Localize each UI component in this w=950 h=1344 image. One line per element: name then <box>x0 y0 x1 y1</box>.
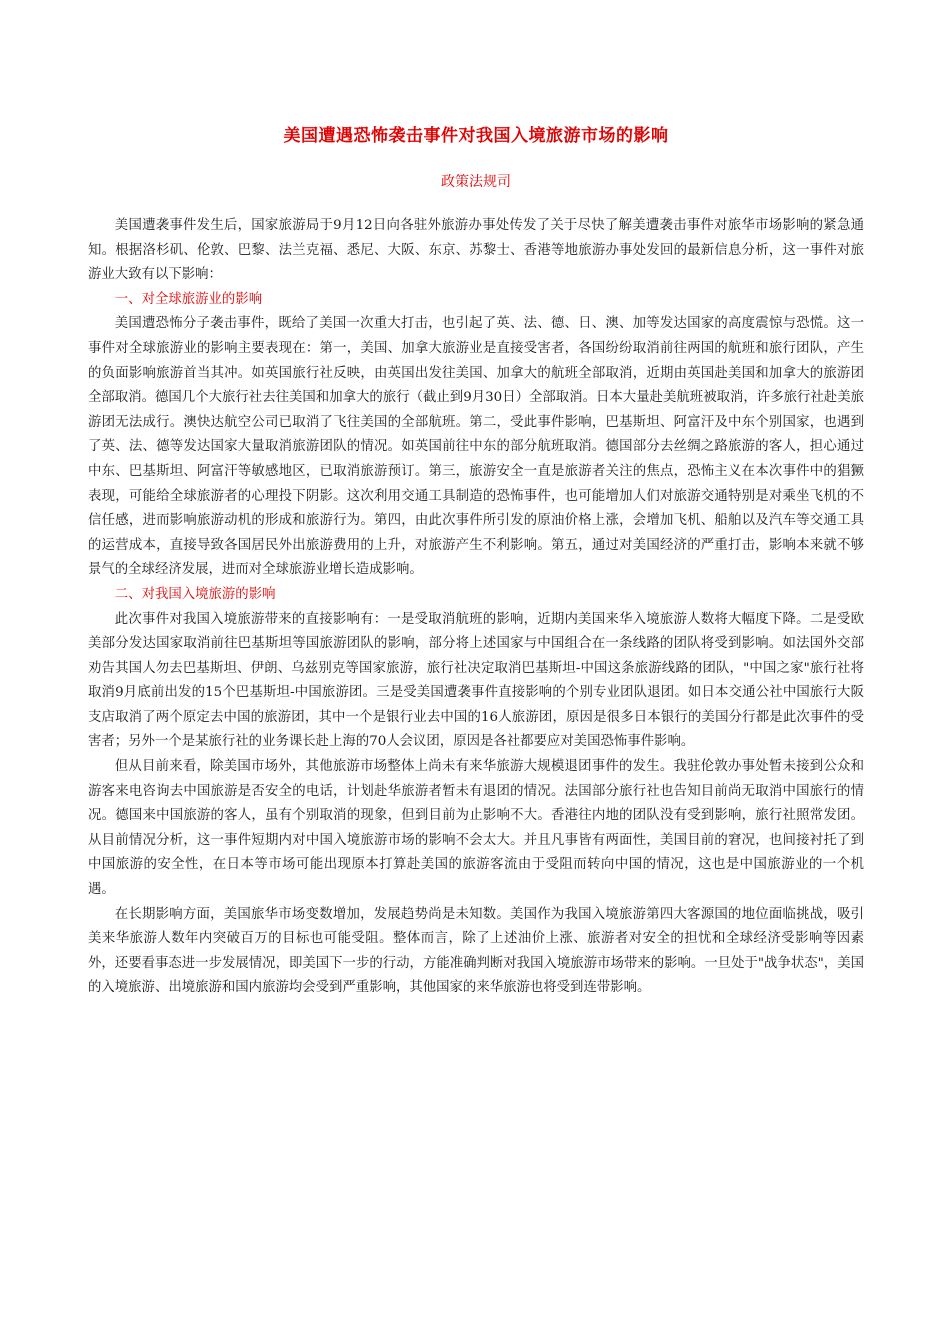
document-title: 美国遭遇恐怖袭击事件对我国入境旅游市场的影响 <box>283 126 669 146</box>
section-paragraph-global: 美国遭恐怖分子袭击事件，既给了美国一次重大打击，也引起了英、法、德、日、澳、加等发达国家的高度震惊与恐慌。这一事件对全球旅游业的影响主要表现在：第一，美国、加拿大旅游业是直接受害者，各国纷纷取消前往两国的航班和旅行团队，产生的负面影响旅游首当其冲。如英国旅行社反映，由英国出发往美国、加拿大的航班全部取消，近期由英国赴美国和加拿大的旅游团全部取消。德国几个大旅行社去往美国和加拿大的旅行（截止到9月30日）全部取消。日本大量赴美航班被取消，许多旅行社赴美旅游团无法成行。澳快达航空公司已取消了飞往美国的全部航班。第二，受此事件影响，巴基斯坦、阿富汗及中东个别国家，也遇到了英、法、德等发达国家大量取消旅游团队的情况。如英国前往中东的部分航班取消。德国部分去丝绸之路旅游的客人，担心通过中东、巴基斯坦、阿富汗等敏感地区，已取消旅游预订。第三，旅游安全一直是旅游者关注的焦点，恐怖主义在本次事件中的猖獗表现，可能给全球旅游者的心理投下阴影。这次利用交通工具制造的恐怖事件，也可能增加人们对旅游交通特别是对乘坐飞机的不信任感，进而影响旅游动机的形成和旅游行为。第四，由此次事件所引发的原油价格上涨，会增加飞机、船舶以及汽车等交通工具的运营成本，直接导致各国居民外出旅游费用的上升，对旅游产生不利影响。第五，通过对美国经济的严重打击，影响本来就不够景气的全球经济发展，进而对全球旅游业增长造成影响。 <box>88 316 864 578</box>
section-paragraph-inbound-direct: 此次事件对我国入境旅游带来的直接影响有：一是受取消航班的影响，近期内美国来华入境旅游人数将大幅度下降。二是受欧美部分发达国家取消前往巴基斯坦等国旅游团队的影响，部分将上述国家与中国组合在一条线路的团队将受到影响。如法国外交部劝告其国人勿去巴基斯坦、伊朗、乌兹别克等国家旅游，旅行社决定取消巴基斯坦-中国这条旅游线路的团队，"中国之家"旅行社将取消9月底前出发的15个巴基斯坦-中国旅游团。三是受美国遭袭事件直接影响的个别专业团队退团。如日本交通公社中国旅行大阪支店取消了两个原定去中国的旅游团，其中一个是银行业去中国的16人旅游团，原因是很多日本银行的美国分行都是此次事件的受害者；另外一个是某旅行社的业务课长赴上海的70人会议团，原因是各社都要应对美国恐怖事件影响。 <box>88 611 864 750</box>
intro-paragraph: 美国遭袭事件发生后，国家旅游局于9月12日向各驻外旅游办事处传发了关于尽快了解美遭袭击事件对旅华市场影响的紧急通知。根据洛杉矶、伦敦、巴黎、法兰克福、悉尼、大阪、东京、苏黎士、香港等地旅游办事处发回的最新信息分析，这一事件对旅游业大致有以下影响： <box>88 218 864 283</box>
section-heading-global: 一、对全球旅游业的影响 <box>114 291 263 307</box>
section-heading-inbound: 二、对我国入境旅游的影响 <box>114 586 276 602</box>
section-paragraph-inbound-current: 但从目前来看，除美国市场外，其他旅游市场整体上尚未有来华旅游大规模退团事件的发生。我驻伦敦办事处暂未接到公众和游客来电咨询去中国旅游是否安全的电话，计划赴华旅游者暂未有退团的情况。法国部分旅行社也告知目前尚无取消中国旅行的情况。德国来中国旅游的客人，虽有个别取消的现象，但到目前为止影响不大。香港往内地的团队没有受到影响，旅行社照常发团。从目前情况分析，这一事件短期内对中国入境旅游市场的影响不会太大。并且凡事皆有两面性，美国目前的窘况，也间接衬托了到中国旅游的安全性，在日本等市场可能出现原本打算赴美国的旅游客流由于受阻而转向中国的情况，这也是中国旅游业的一个机遇。 <box>88 759 864 898</box>
department-name: 政策法规司 <box>441 174 511 190</box>
document-page <box>88 118 864 1001</box>
section-paragraph-inbound-longterm: 在长期影响方面，美国旅华市场变数增加，发展趋势尚是未知数。美国作为我国入境旅游第四大客源国的地位面临挑战，吸引美来华旅游人数年内突破百万的目标也可能受阻。整体而言，除了上述油价上涨、旅游者对安全的担忧和全球经济受影响等因素外，还要看事态进一步发展情况，即美国下一步的行动，方能准确判断对我国入境旅游市场带来的影响。一旦处于"战争状态"，美国的入境旅游、出境旅游和国内旅游均会受到严重影响，其他国家的来华旅游也将受到连带影响。 <box>88 906 864 996</box>
document-body <box>88 214 864 1001</box>
